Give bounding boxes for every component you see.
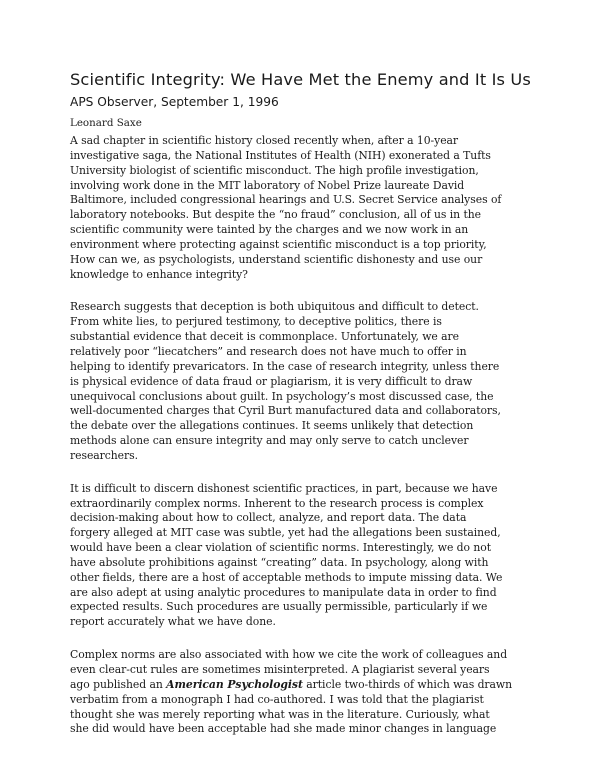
text-segment: ago published an [70,677,167,691]
text-line: Baltimore, included congressional hearings and U.S. Secret Service analyses of [70,193,502,207]
text-line-with-citation [70,678,540,693]
text-line: report accurately what we have done. [70,615,276,629]
paragraph-4 [70,648,540,737]
text-line: Complex norms are also associated with how we cite the work of colleagues and [70,648,508,662]
text-line: investigative saga, the National Institutes of Health (NIH) exonerated a Tufts [70,148,491,162]
text-line: scientific community were tainted by the charges and we now work in an [70,223,469,237]
text-line: decision-making about how to collect, analyze, and report data. The data [70,511,467,525]
journal-title: American Psychologist [166,677,303,691]
text-line: expected results. Such procedures are usually permissible, particularly if we [70,600,488,614]
text-line: would have been a clear violation of scientific norms. Interestingly, we do not [70,541,492,555]
author-name: Leonard Saxe [70,117,142,129]
text-line: even clear-cut rules are sometimes misinterpreted. A plagiarist several years [70,663,490,676]
text-line: well-documented charges that Cyril Burt manufactured data and collaborators, [70,404,501,418]
text-line: substantial evidence that deceit is commonplace. Unfortunately, we are [70,330,459,344]
article-body [70,134,540,755]
text-line: helping to identify prevaricators. In the case of research integrity, unless there [70,359,500,373]
text-line: University biologist of scientific misconduct. The high profile investigation, [70,163,479,177]
paragraph-1 [70,134,540,282]
text-segment: I was told that the plagiarist [329,692,484,706]
text-segment: article two-thirds of which was drawn [302,677,513,691]
text-line: other fields, there are a host of acceptable methods to impute missing data. We [70,570,503,584]
text-segment: verbatim from a monograph I had co-authored. [70,692,330,706]
text-line: It is difficult to discern dishonest scientific practices, in part, because we have [70,481,498,495]
text-line: forgery alleged at MIT case was subtle, yet had the allegations been sustained, [70,526,501,540]
text-line: relatively poor “liecatchers” and research does not have much to offer in [70,344,467,358]
paragraph-3 [70,482,540,630]
text-line: she did would have been acceptable had she made minor changes in language [70,722,497,736]
text-line: methods alone can ensure integrity and may only serve to catch unclever [70,434,469,448]
text-line: unequivocal conclusions about guilt. In psychology’s most discussed case, the [70,389,494,403]
text-line: A sad chapter in scientific history closed recently when, after a 10-year [70,134,459,147]
article-title: Scientific Integrity: We Have Met the Enemy and It Is Us [70,70,531,89]
source-line: APS Observer, September 1, 1996 [70,95,279,109]
text-line: Research suggests that deception is both ubiquitous and difficult to detect. [70,300,479,314]
paragraph-2 [70,300,540,463]
text-line: involving work done in the MIT laboratory of Nobel Prize laureate David [70,178,465,192]
text-line: extraordinarily complex norms. Inherent to the research process is complex [70,496,484,510]
text-line: thought she was merely reporting what was in the literature. Curiously, what [70,707,490,721]
text-line [70,693,540,708]
text-line: have absolute prohibitions against “creating” data. In psychology, along with [70,555,489,569]
text-line: environment where protecting against scientific misconduct is a top priority, [70,237,487,251]
text-line: laboratory notebooks. But despite the “no fraud” conclusion, all of us in the [70,208,481,222]
text-line: are also adept at using analytic procedures to manipulate data in order to find [70,585,497,599]
text-line: How can we, as psychologists, understand scientific dishonesty and use our [70,252,483,266]
text-line: is physical evidence of data fraud or plagiarism, it is very difficult to draw [70,374,473,388]
text-line: the debate over the allegations continues. It seems unlikely that detection [70,419,474,433]
text-line: researchers. [70,448,139,462]
text-line: From white lies, to perjured testimony, to deceptive politics, there is [70,315,442,329]
text-line: knowledge to enhance integrity? [70,267,248,281]
